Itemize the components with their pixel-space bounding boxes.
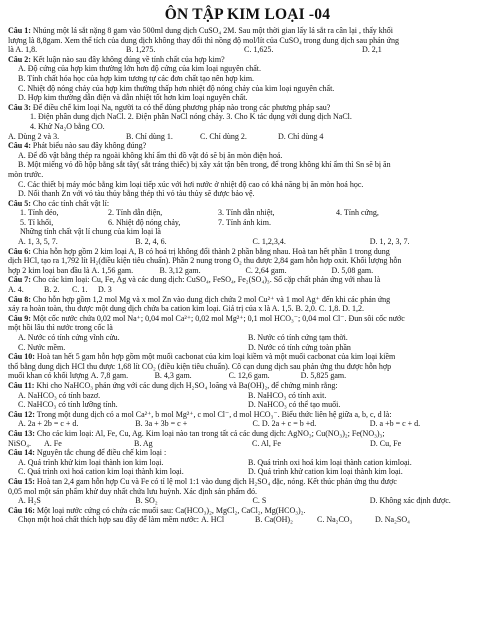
question-13-option-a: A. Fe [44, 438, 62, 448]
question-1-option-d: D. 2,1 [362, 45, 382, 55]
question-9-option-c: C. Nước mềm. [18, 342, 66, 352]
question-3-methods: 1. Điện phân dung dịch NaCl. 2. Điện phân NaCl nóng chảy. 3. Cho K tác dụng với dung dịch NaCl. [30, 112, 352, 122]
question-7-option-a: A. 4. [8, 285, 24, 295]
question-3-number: Câu 3: [8, 102, 31, 112]
question-14-option-a: A. Quá trình khử kim loại thành ion kim loại. [18, 457, 164, 467]
question-9 [8, 314, 487, 352]
question-10-option-a: A. 7,8 gam. [90, 371, 129, 381]
page-title: ÔN TẬP KIM LOẠI -04 [164, 6, 331, 23]
question-11-text: Khi cho NaHCO₃ phản ứng với các dung dịch H₂SO₄ loãng và Ba(OH)₂, để chứng minh rằng: [36, 380, 338, 390]
question-9-option-a: A. Nước có tính cứng vĩnh cửu. [18, 333, 120, 342]
question-10-option-d: D. 5,825 gam. [300, 371, 347, 381]
question-5-property-3: 3. Tính dẫn nhiệt, [218, 208, 275, 218]
question-11-number: Câu 11: [8, 380, 35, 390]
question-14-option-b: B. Quá trình oxi hoá kim loại thành cation kimloại. [248, 457, 412, 467]
question-8-number: Câu 8: [8, 294, 31, 304]
question-7-option-c: C. 1. [72, 285, 88, 295]
question-7-number: Câu 7: [8, 275, 31, 285]
question-11 [8, 381, 487, 410]
question-11-option-c: C. NaHCO₃ có tính lưỡng tính. [18, 400, 118, 410]
question-5-property-4: 4. Tính cứng, [336, 208, 379, 218]
question-13-text-line-1: Cho các kim loại: Al, Fe, Cu, Ag. Kim loại nào tan trong tất cả các dung dịch: AgNO₃; Cu(NO₃)₂; Fe(NO₃)₃; [36, 428, 385, 438]
question-3 [8, 103, 487, 141]
question-12-option-a: A. 2a + 2b = c + d. [18, 419, 79, 429]
question-16-option-a: A. HCl [200, 515, 225, 525]
question-14-text: Nguyên tắc chung để điều chế kim loại : [36, 448, 167, 458]
question-5-option-d: D. 1, 2, 3, 7. [369, 237, 410, 247]
question-5-text-2: Những tính chất vật lí chung của kim loại là [20, 227, 161, 237]
question-15-text-line-1: Hoà tan 2,4 gam hỗn hợp Cu và Fe có tỉ lệ mol 1:1 vào dung dịch H₂SO₄ đặc, nóng. Kết thúc phản ứng thu được [36, 476, 397, 486]
question-5-property-5: 5. Tỉ khối, [20, 217, 54, 227]
question-6-option-a: A. 1,56 gam. [91, 265, 134, 275]
question-8-text-line-2: xảy ra hoàn toàn, thu được một dung dịch chứa ba cation kim loại. Giá trị của x là [8, 304, 271, 314]
question-3-option-b: B. Chỉ dùng 1. [126, 131, 173, 141]
question-4-option-b-line-2: mòn trước. [8, 169, 44, 179]
question-15-option-d: D. Không xác định được. [369, 496, 451, 506]
question-9-option-d: D. Nước có tính cứng toàn phần [248, 342, 351, 352]
question-3-text: Để điều chế kim loại Na, người ta có thể dùng phương pháp nào trong các phương pháp sau? [32, 102, 331, 112]
question-16-option-d: D. Na₂SO₄ [374, 515, 410, 525]
question-2-text: Kết luận nào sau đây không đúng về tính chất của hợp kim? [32, 54, 225, 64]
question-14-option-c: C. Quá trình oxi hoá cation kim loại thành kim loại. [18, 467, 184, 477]
question-6 [8, 247, 487, 276]
question-1-text-line-1: Nhúng một lá sắt nặng 8 gam vào 500ml dung dịch CuSO₄ 2M. Sau một thời gian lấy lá sắt ra cân lại , thấy khối [32, 26, 393, 35]
question-6-number: Câu 6: [8, 246, 31, 256]
question-5-property-6: 6. Nhiệt độ nóng chảy, [108, 217, 181, 227]
question-6-option-c: C. 2,64 gam. [245, 265, 287, 275]
question-6-option-b: B. 3,12 gam. [159, 265, 201, 275]
question-15-option-a: A. H₂S [18, 496, 41, 506]
question-7 [8, 275, 487, 294]
question-4-number: Câu 4: [8, 141, 31, 151]
question-7-option-b: B. 2. [44, 285, 60, 295]
question-5-property-7: 7. Tính ánh kim. [218, 217, 271, 227]
question-5-property-1: 1. Tính dẻo, [20, 208, 59, 218]
question-13-option-c: C. Al, Fe [252, 438, 281, 448]
question-15-number: Câu 15: [8, 476, 35, 486]
question-12-number: Câu 12: [8, 409, 35, 419]
question-1-option-b: B. 1,275. [126, 45, 156, 55]
question-9-option-b: B. Nước có tính cứng tạm thời. [248, 333, 348, 342]
question-3-option-c: C. Chỉ dùng 2. [200, 131, 247, 141]
question-10-text-line-2: thổ bằng dung dịch HCl thu được 1,68 lít CO₂ (điều kiện tiêu chuẩn). Cô cạn dung dịch sau phản ứng thu được hỗn hợp [8, 361, 392, 371]
question-8-option-d: D. 1,2. [342, 304, 364, 314]
question-10-number: Câu 10: [8, 352, 35, 362]
question-10-option-b: B. 4,3 gam. [154, 371, 192, 381]
question-6-text-line-1: Chia hỗn hợp gồm 2 kim loại A, B có hoá trị không đổi thành 2 phần bằng nhau. Hoà tan hết phần 1 trong dung [32, 246, 390, 256]
question-5-number: Câu 5: [8, 198, 31, 208]
question-5 [8, 199, 487, 247]
question-10 [8, 352, 487, 381]
question-1-option-c: C. 1,625. [244, 45, 274, 55]
question-7-option-d: D. 3 [98, 285, 112, 295]
question-1-text-line-2: lượng là 8,8gam. Xem thể tích của dung dịch không thay đổi thì nồng độ mol/lít của CuSO₄ trong dung dịch sau phản ứng [8, 35, 399, 45]
question-16 [8, 506, 487, 525]
question-8-option-b: B. 2,0. [295, 304, 317, 314]
question-12-text: Trong một dung dịch có a mol Ca²⁺, b mol Mg²⁺, c mol Cl⁻, d mol HCO₃⁻. Biểu thức liên hệ giữa a, b, c, d là: [36, 409, 392, 419]
question-5-property-2: 2. Tính dẫn điện, [108, 208, 163, 218]
question-15 [8, 477, 487, 506]
question-16-text-line-2: Chọn một hoá chất thích hợp sau đây để làm mềm nước: [18, 515, 199, 525]
question-10-option-c: C. 12,6 gam. [228, 371, 270, 381]
question-11-option-a: A. NaHCO₃ có tính bazơ. [18, 390, 101, 400]
question-16-option-b: B. Ca(OH)₂ [254, 515, 293, 525]
question-16-number: Câu 16: [8, 505, 35, 515]
question-10-text-line-1: Hoà tan hết 5 gam hỗn hợp gồm một muối cacbonat của kim loại kiềm và một muối cacbonat của kim loại kiềm [36, 352, 396, 362]
question-16-text-line-1: Một loại nước cứng có chứa các muối sau: Ca(HCO₃)₂, MgCl₂, CaCl₂, Mg(HCO₃)₂. [36, 505, 306, 515]
question-12-option-b: B. 3a + 3b = c + [135, 419, 188, 429]
question-3-method-4: 4. Khử Na₂O bằng CO. [30, 121, 105, 131]
question-2-option-a: A. Độ cứng của hợp kim thường lớn hơn độ cứng của kim loại nguyên chất. [18, 64, 261, 74]
question-6-text-line-2: dịch HCl, tạo ra 1,792 lít H₂(điều kiện tiêu chuẩn). Phần 2 nung trong O₂ thu được 2,84 gam hỗn hợp oxit. Khối lượng hỗn [8, 256, 402, 266]
question-12-option-d: D. a +b = c + d. [369, 419, 421, 429]
question-4-option-b-line-1: B. Một miếng vỏ đồ hộp bằng sắt tây( sắt tráng thiếc) bị xây xát tận bên trong, để trong không khí ẩm thì Sn sẽ bị ăn [18, 160, 391, 170]
question-13-text-line-2: NiSO₄. [8, 438, 32, 448]
question-3-option-d: D. Chỉ dùng 4 [278, 131, 324, 141]
question-1-option-a: là A. 1,8. [8, 45, 38, 55]
question-5-option-a: A. 1, 3, 5, 7. [18, 237, 58, 247]
question-4-option-c: C. Các thiết bị máy móc bằng kim loại tiếp xúc với hơi nước ở nhiệt độ cao có khả năng bị ăn mòn hoá học. [18, 179, 364, 189]
question-3-option-a: A. Dùng 2 và 3. [8, 131, 60, 141]
question-14 [8, 448, 487, 477]
question-4 [8, 141, 487, 199]
question-2-option-d: D. Hợp kim thường dẫn điện và dẫn nhiệt tốt hơn kim loại nguyên chất. [18, 93, 248, 103]
question-4-option-a: A. Để đồ vật bằng thép ra ngoài không khí ẩm thì đồ vật đó sẽ bị ăn mòn điện hoá. [18, 150, 283, 160]
question-4-option-d: D. Nối thanh Zn với vỏ tàu thủy bằng thép thì vỏ tàu thủy sẽ được bảo vệ. [18, 189, 255, 199]
question-14-number: Câu 14: [8, 448, 35, 458]
question-13-option-d: D. Cu, Fe [370, 438, 402, 448]
question-6-text-line-3: hợp 2 kim loại ban đầu là [8, 265, 90, 275]
question-11-option-d: D. NaHCO₃ có thể tạo muối. [248, 400, 341, 410]
question-9-text-line-1: Một cốc nước chứa 0,02 mol Na⁺; 0,04 mol Ca²⁺; 0,02 mol Mg²⁺; 0,1 mol HCO₃⁻; 0,04 mol Cl⁻. Đun sôi cốc nước [32, 313, 405, 323]
question-12-option-c: C. D. 2a + c = b +d. [252, 419, 317, 429]
question-4-text: Phát biểu nào sau đây không đúng? [32, 141, 147, 151]
question-2 [8, 55, 487, 103]
question-13-option-b: B. Ag [134, 438, 153, 448]
question-8-option-a: A. 1,5. [271, 304, 294, 314]
question-5-text: Cho các tính chất vật lí: [32, 198, 110, 208]
question-5-option-c: C. 1,2,3,4. [252, 237, 286, 247]
question-8 [8, 295, 487, 314]
question-2-option-c: C. Nhiệt độ nóng chảy của hợp kim thường thấp hơn nhiệt độ nóng chảy của kim loại nguyên chất. [18, 83, 335, 93]
question-15-text-line-2: 0,05 mol một sản phẩm khử duy nhất chứa lưu huỳnh. Xác định sản phẩm đó. [8, 486, 257, 496]
question-1-number: Câu 1: [8, 26, 31, 35]
question-16-option-c: C. Na₂CO₃ [316, 515, 353, 525]
question-9-text-line-2: một hồi lâu thì nước trong cốc là [8, 323, 113, 333]
question-6-option-d: D. 5,08 gam. [331, 265, 374, 275]
question-12 [8, 410, 487, 429]
question-2-number: Câu 2: [8, 54, 31, 64]
question-11-option-b: B. NaHCO₃ có tính axit. [248, 390, 327, 400]
question-9-number: Câu 9: [8, 313, 31, 323]
question-2-option-b: B. Tính chất hóa học của hợp kim tương tự các đơn chất tạo nên hợp kim. [18, 73, 255, 83]
question-8-text-line-1: Cho hỗn hợp gồm 1,2 mol Mg và x mol Zn vào dung dịch chứa 2 mol Cu²⁺ và 1 mol Ag⁺ đến khi các phản ứng [32, 294, 391, 304]
question-5-option-b: B. 2, 4, 6. [135, 237, 167, 247]
question-8-option-c: C. 1,8. [318, 304, 341, 314]
question-7-text: Cho các kim loại: Cu, Fe, Ag và các dung dịch: CuSO₄, FeSO₄, Fe₂(SO₄)₃. Số cặp chất phản ứng với nhau là [32, 275, 381, 285]
question-10-text-line-3: muối khan có khối lượng [8, 371, 89, 381]
question-15-option-c: C. S [252, 496, 267, 506]
question-14-option-d: D. Quá trình khử cation kim loại thành kim loại. [248, 467, 403, 477]
question-15-option-b: B. SO₂ [135, 496, 158, 506]
question-13-number: Câu 13: [8, 428, 35, 438]
question-1 [8, 26, 487, 55]
question-13 [8, 429, 487, 448]
